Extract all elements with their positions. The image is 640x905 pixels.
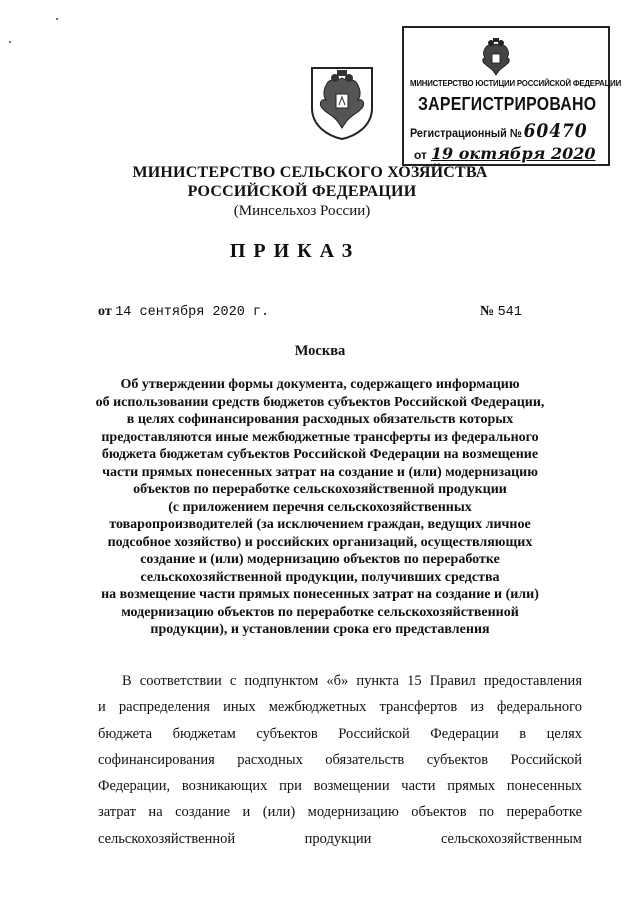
subject-line: об использовании средств бюджетов субъектов Российской Федерации, xyxy=(95,394,545,410)
body-line: Федерации, возникающих при возмещении части прямых понесенных xyxy=(98,778,582,795)
subject-line: (с приложением перечня сельскохозяйственных xyxy=(168,499,472,515)
subject-line: на возмещение части прямых понесенных затрат на создание и (или) xyxy=(101,587,539,602)
stamp-registration-line xyxy=(410,120,588,142)
stamp-reg-number-label: Регистрационный № xyxy=(410,126,522,140)
coat-of-arms-emblem xyxy=(306,64,378,140)
body-line: софинансирования расходных обязательств субъектов Российской xyxy=(98,751,582,768)
order-date-value: 14 сентября 2020 г. xyxy=(115,305,270,320)
order-number-label: № xyxy=(480,304,495,319)
subject-line: продукции), и установлении срока его представления xyxy=(150,622,490,637)
body-line: и распределения иных межбюджетных трансфертов из федерального xyxy=(98,699,582,716)
body-line: В соответствии с подпунктом «б» пункта 15 Правил предоставления xyxy=(122,673,582,689)
subject-line: модернизацию объектов по переработке сельскохозяйственной xyxy=(121,604,519,620)
subject-line: создание и (или) модернизацию объектов по переработке xyxy=(140,552,500,567)
stamp-date-label: от xyxy=(414,148,427,162)
city: Москва xyxy=(294,343,346,359)
scan-speck xyxy=(56,18,58,20)
order-date-label: от xyxy=(98,304,112,319)
registration-stamp xyxy=(402,26,622,166)
ministry-name-line-1: МИНИСТЕРСТВО СЕЛЬСКОГО ХОЗЯЙСТВА xyxy=(132,164,488,181)
scan-speck xyxy=(9,41,11,43)
stamp-registered-label: ЗАРЕГИСТРИРОВАНО xyxy=(418,94,597,114)
ministry-name-line-2: РОССИЙСКОЙ ФЕДЕРАЦИИ xyxy=(187,183,417,200)
subject-line: сельскохозяйственной продукции, получивших средства xyxy=(140,569,500,585)
order-number xyxy=(480,304,522,320)
stamp-date-line xyxy=(414,144,596,163)
order-date xyxy=(98,304,269,320)
subject-line: предоставляются иные межбюджетные трансферты из федерального xyxy=(101,429,539,445)
order-number-value: 541 xyxy=(497,305,522,320)
order-title: ПРИКАЗ xyxy=(229,240,361,262)
subject-line: товаропроизводителей (за исключением граждан, ведущих личное xyxy=(109,517,531,532)
order-subject xyxy=(0,376,640,639)
body-line: сельскохозяйственной продукции сельскохозяйственным xyxy=(98,830,582,847)
stamp-ministry-name: МИНИСТЕРСТВО ЮСТИЦИИ РОССИЙСКОЙ ФЕДЕРАЦИИ xyxy=(410,78,622,88)
body-line: затрат на создание и (или) модернизацию объектов по переработке xyxy=(98,804,582,821)
subject-line: части прямых понесенных затрат на создание и (или) модернизацию xyxy=(102,464,538,480)
subject-line: Об утверждении формы документа, содержащего информацию xyxy=(120,377,520,392)
stamp-reg-number: 60470 xyxy=(523,120,588,142)
order-body xyxy=(98,668,582,852)
ministry-short-name: (Минсельхоз России) xyxy=(233,203,371,219)
stamp-coat-of-arms-icon xyxy=(476,36,516,78)
subject-line: объектов по переработке сельскохозяйственной продукции xyxy=(133,482,507,497)
subject-line: подсобное хозяйство) и российских организаций, осуществляющих xyxy=(107,534,533,550)
subject-line: в целях софинансирования расходных обязательств которых xyxy=(126,412,514,427)
body-line: бюджета бюджетам субъектов Российской Федерации в целях xyxy=(98,725,582,742)
subject-line: бюджета бюджетам субъектов Российской Федерации на возмещение xyxy=(101,447,539,462)
stamp-date-value: 19 октября 2020 xyxy=(430,144,596,163)
